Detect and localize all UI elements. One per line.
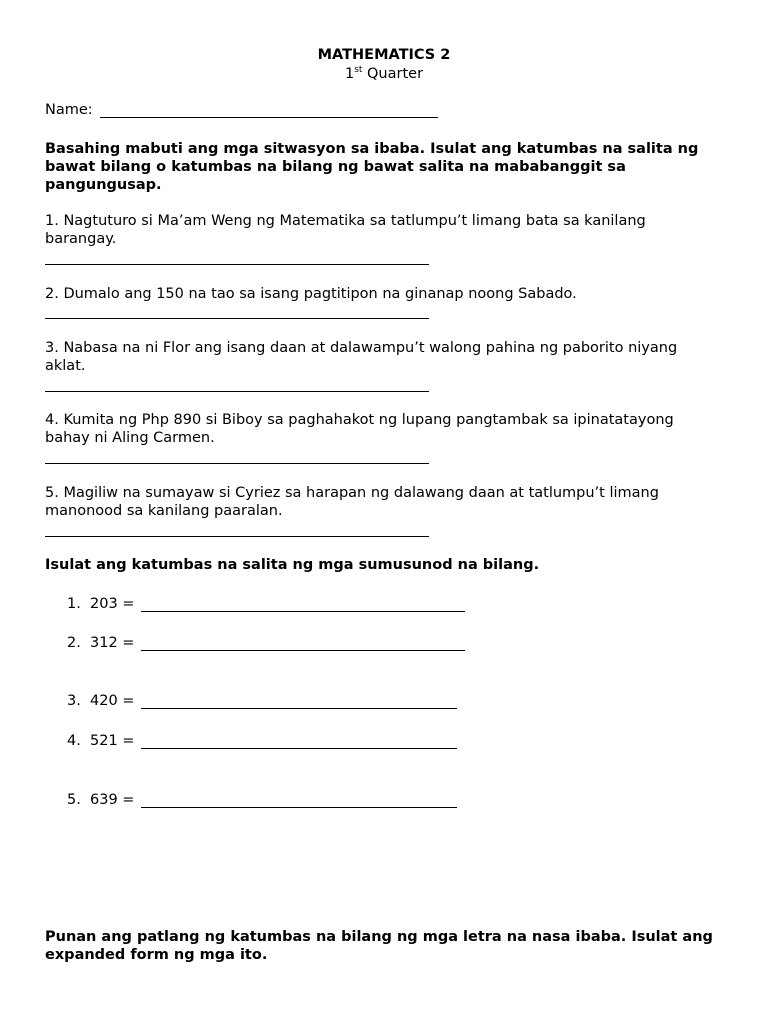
section1-instructions: Basahing mabuti ang mga sitwasyon sa ibaba. Isulat ang katumbas na salita ng bawat bilang o katumbas na bilang ng bawat salita na mababanggit sa pangungusap. — [45, 141, 699, 193]
number-value: 521 = — [90, 733, 135, 749]
section3-instructions: Punan ang patlang ng katumbas na bilang ng mga letra na nasa ibaba. Isulat ang expanded form ng mga ito. — [45, 929, 713, 963]
number-value: 312 = — [90, 635, 135, 651]
quarter-suffix: st — [354, 65, 363, 76]
list-number: 1. — [67, 596, 81, 612]
answer-line[interactable] — [45, 318, 429, 319]
situation-item: 1. Nagtuturo si Ma’am Weng ng Matematika sa tatlumpu’t limang bata sa kanilang barangay. — [45, 213, 646, 247]
answer-line[interactable] — [141, 748, 457, 749]
answer-line[interactable] — [45, 391, 429, 392]
list-number: 3. — [67, 693, 81, 709]
name-label: Name: — [45, 102, 93, 118]
number-value: 420 = — [90, 693, 135, 709]
quarter-number: 1 — [344, 66, 355, 82]
name-field[interactable] — [100, 117, 438, 118]
number-value: 639 = — [90, 792, 135, 808]
list-number: 4. — [67, 733, 81, 749]
quarter-label — [0, 65, 768, 83]
list-number: 2. — [67, 635, 81, 651]
answer-line[interactable] — [141, 611, 465, 612]
situation-item: 5. Magiliw na sumayaw si Cyriez sa harapan ng dalawang daan at tatlumpu’t limang manonood sa kanilang paaralan. — [45, 485, 659, 519]
situation-item: 4. Kumita ng Php 890 si Biboy sa paghahakot ng lupang pangtambak sa ipinatatayong bahay ni Aling Carmen. — [45, 412, 674, 446]
answer-line[interactable] — [45, 264, 429, 265]
answer-line[interactable] — [141, 708, 457, 709]
section2-instructions: Isulat ang katumbas na salita ng mga sumusunod na bilang. — [45, 557, 540, 573]
number-value: 203 = — [90, 596, 135, 612]
list-number: 5. — [67, 792, 81, 808]
answer-line[interactable] — [45, 463, 429, 464]
page-title: MATHEMATICS 2 — [317, 47, 451, 63]
situation-item: 3. Nabasa na ni Flor ang isang daan at dalawampu’t walong pahina ng paborito niyang aklat. — [45, 340, 678, 374]
answer-line[interactable] — [45, 536, 429, 537]
quarter-word: Quarter — [362, 66, 424, 82]
situation-item: 2. Dumalo ang 150 na tao sa isang pagtitipon na ginanap noong Sabado. — [45, 286, 577, 302]
answer-line[interactable] — [141, 650, 465, 651]
answer-line[interactable] — [141, 807, 457, 808]
